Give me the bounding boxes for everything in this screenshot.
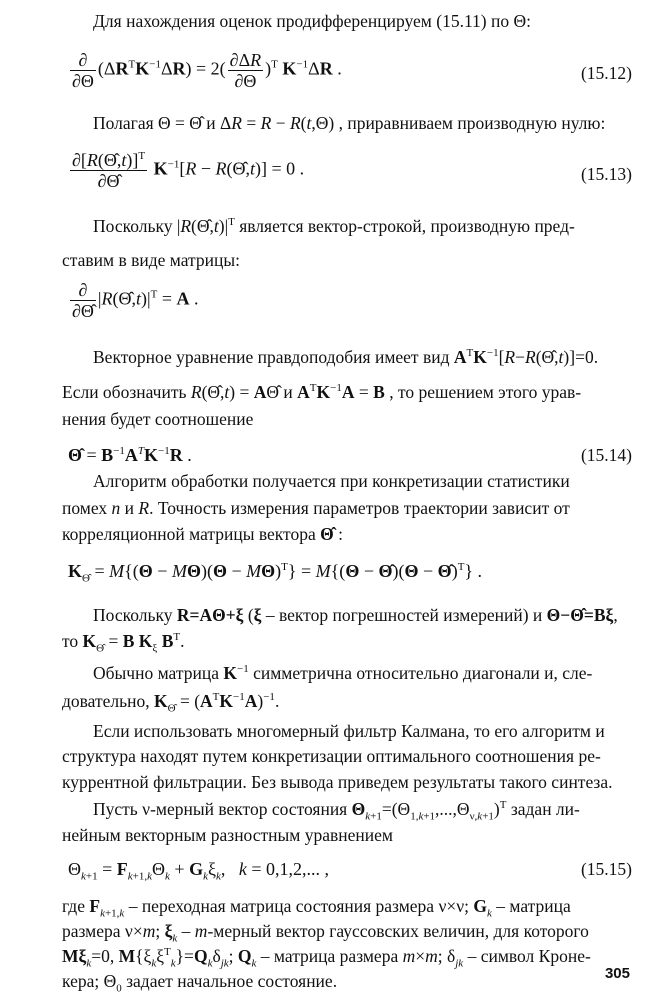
equation-covariance: $K_{\Thetâ} = M\{(\Theta - M\Theta)(\Theta - M\Theta)^T\} = M\{(\Theta$ − Θ̂)(Θ − Θ̂)$^T$} . [68, 561, 483, 585]
paragraph-line: Алгоритм обработки получается при конкретизации статистики [93, 471, 570, 491]
paragraph-line: Поскольку $|R(\Thetâ,t)|^T$ является вектор-строкой, производную пред- [93, 216, 575, 236]
paragraph-line: нейным векторным разностным уравнением [62, 825, 393, 845]
paragraph-line: где $F_{k+1,k}$ – переходная матрица состояния размера ν×ν; $G_k$ – матрица [62, 896, 571, 920]
paragraph-line: Обычно матрица $K^{-1}$ симметрична относительно диагонали и, сле- [93, 663, 593, 683]
paragraph-line: размера ν×m; $\xi_k$ – m-мерный вектор гауссовских величин, для которого [62, 921, 589, 945]
equation-number: (15.14) [580, 445, 632, 465]
paragraph-line: Для нахождения оценок продифференцируем (15.11) по Θ: [93, 11, 532, 31]
paragraph-line: Пусть ν-мерный вектор состояния $\Theta_{k+1}=(\Theta_{1,k+1},...,\Theta_{\nu,k+1})^T$ задан ли- [93, 799, 580, 823]
equation-15-14: Θ̂ = $B^{-1}A^TK^{-1}R$ . [68, 445, 192, 465]
paragraph-line: Если обозначить R(Θ̂,t) = AΘ̂ и $A^TK^{-1}A = B$ , то решением этого урав- [62, 382, 582, 402]
page-number: 305 [604, 965, 630, 982]
paragraph-line: ставим в виде матрицы: [62, 250, 241, 270]
paragraph-line: нения будет соотношение [62, 409, 254, 429]
paragraph-line: то $K_{\Thetâ} = B$ $K_\xi$ $B^T$. [62, 631, 185, 655]
paragraph-line: корреляционной матрицы вектора Θ̂ : [62, 524, 343, 544]
paragraph-line: $M\xi_k=0$, $M\{\xi_k\xi^T_k\}=Q_k\delta_{jk}$; $Q_k$ – матрица размера m×m; $\delta_{jk}$ – символ Кроне- [62, 946, 591, 970]
equation-15-13: $\frac{\partial[R(\Thetâ,t)]^T}{\partial\Thetâ}$ $K^{-1}[R$ − R(Θ̂,t)] = 0 . [72, 150, 305, 191]
paragraph-line: Если использовать многомерный фильтр Калмана, то его алгоритм и [93, 721, 605, 741]
equation-number: (15.13) [580, 164, 632, 184]
equation-15-12: $\frac{\partial}{\partial\Theta}$ $(\Delta R^TK^{-1}\Delta R) = 2$( $\frac{\partial\Delta R}{\partial\Theta}$ )$^T$ $K^{-1}\Delta R$ . [72, 50, 342, 91]
equation-number: (15.12) [580, 63, 632, 83]
paragraph-line: Поскольку R=AΘ+ξ (ξ – вектор погрешностей измерений) и Θ−Θ̂=Bξ, [93, 605, 618, 625]
paragraph-line: довательно, $K_{\Thetâ} = (A^TK^{-1}A)^{-1}$. [62, 691, 280, 715]
equation-number: (15.15) [580, 859, 632, 879]
equation-15-15: $\Theta_{k+1} = F_{k+1,k}\Theta_k + G_k\xi_k$, k = 0,1,2,... , [68, 859, 330, 883]
paragraph-line: структура находят путем конкретизации оптимального соотношения ре- [62, 746, 601, 766]
paragraph-line: помех n и R. Точность измерения параметров траектории зависит от [62, 498, 570, 518]
paragraph-line: кера; $\Theta_0$ задает начальное состояние. [62, 971, 338, 995]
equation-derivative-a: $\frac{\partial}{\partial\Thetâ}$ $|R(\Thetâ,t)|^T = A$ . [72, 280, 199, 321]
paragraph-line: Полагая Θ = Θ̂ и ΔR = R − R(t,Θ) , приравниваем производную нулю: [93, 113, 606, 133]
paragraph-line: Векторное уравнение правдоподобия имеет вид $A^TK^{-1}[R-R(\Thetâ,t)]=0$. [93, 347, 599, 367]
paragraph-line: куррентной фильтрации. Без вывода приведем результаты такого синтеза. [62, 772, 613, 792]
